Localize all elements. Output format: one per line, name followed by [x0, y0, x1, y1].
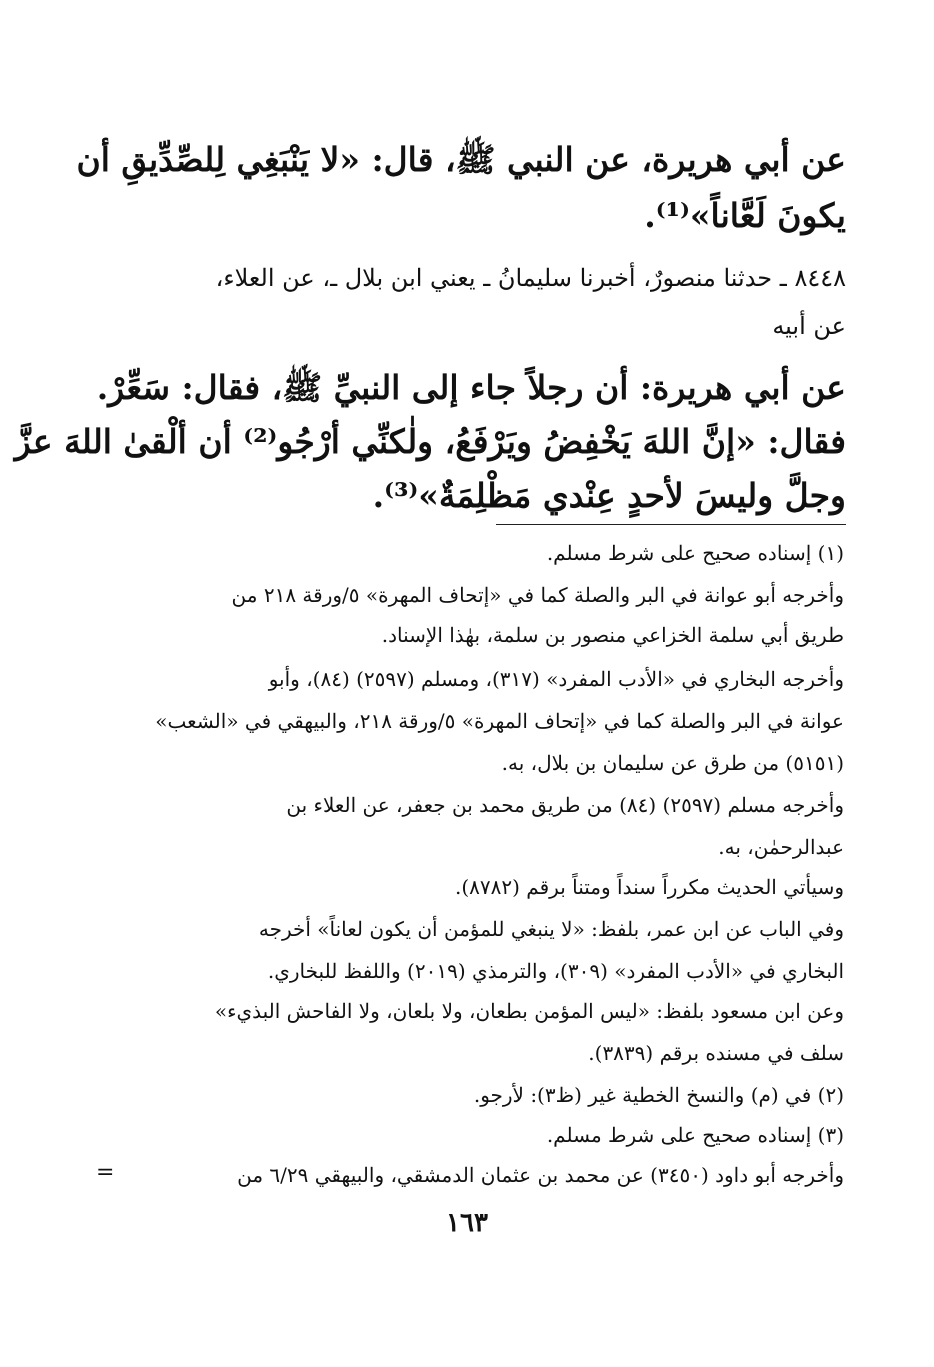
footnote-line: البخاري في «الأدب المفرد» (٣٠٩)، والترمذي (٢٠١٩) واللفظ للبخاري.: [267, 959, 844, 983]
footnote-line: عوانة في البر والصلة كما في «إتحاف المهرة» ٥/ورقة ٢١٨، والبيهقي في «الشعب»: [155, 709, 844, 733]
footnote-line: (١) إسناده صحيح على شرط مسلم.: [546, 541, 844, 565]
footnote-divider: [496, 524, 846, 525]
footnote-line: (٥١٥١) من طرق عن سليمان بن بلال، به.: [501, 751, 844, 775]
hadith-chain-line: ٨٤٤٨ ـ حدثنا منصورٌ، أخبرنا سليمانُ ـ يعني ابن بلال ـ، عن العلاء،: [215, 264, 846, 292]
footnote-line: (٢) في (م) والنسخ الخطية غير (ظ٣): لأرجو.: [473, 1083, 844, 1107]
footnote-line: وأخرجه أبو عوانة في البر والصلة كما في «إتحاف المهرة» ٥/ورقة ٢١٨ من: [231, 583, 844, 607]
continuation-mark: =: [96, 1160, 115, 1185]
footnote-line: سلف في مسنده برقم (٣٨٣٩).: [588, 1041, 844, 1065]
main-text-line: فقال: «إنَّ اللهَ يَخْفِضُ ويَرْفَعُ، ولٰكنِّي أرْجُو⁽²⁾ أن ألْقىٰ اللهَ عزَّ: [14, 422, 846, 461]
footnote-line: (٣) إسناده صحيح على شرط مسلم.: [546, 1123, 844, 1147]
main-text-line: عن أبي هريرة، عن النبي ﷺ، قال: «لا يَنْبَغِي لِلصِّدِّيقِ أن: [76, 140, 846, 179]
main-text-line: يكونَ لَعَّاناً»⁽¹⁾.: [644, 196, 846, 235]
footnote-line: وسيأتي الحديث مكرراً سنداً ومتناً برقم (٨٧٨٢).: [455, 875, 844, 899]
footnote-line: طريق أبي سلمة الخزاعي منصور بن سلمة، بهٰذا الإسناد.: [381, 623, 844, 647]
main-text-line: وجلَّ وليسَ لأحدٍ عِنْدي مَظْلِمَةٌ»⁽³⁾.: [372, 476, 846, 515]
footnote-line: وعن ابن مسعود بلفظ: «ليس المؤمن بطعان، ولا بلعان، ولا الفاحش البذيء»: [214, 999, 844, 1023]
hadith-chain-line: عن أبيه: [772, 312, 846, 340]
main-text-line: عن أبي هريرة: أن رجلاً جاء إلى النبيِّ ﷺ، فقال: سَعِّرْ.: [96, 368, 846, 407]
footnote-line: وفي الباب عن ابن عمر، بلفظ: «لا ينبغي للمؤمن أن يكون لعاناً» أخرجه: [258, 917, 844, 941]
footnote-line: عبدالرحمٰن، به.: [718, 835, 844, 859]
page-number: ١٦٣: [446, 1208, 488, 1238]
footnote-line: وأخرجه البخاري في «الأدب المفرد» (٣١٧)، ومسلم (٢٥٩٧) (٨٤)، وأبو: [268, 667, 844, 691]
footnote-line: وأخرجه أبو داود (٣٤٥٠) عن محمد بن عثمان الدمشقي، والبيهقي ٦/٢٩ من: [237, 1163, 844, 1187]
footnote-line: وأخرجه مسلم (٢٥٩٧) (٨٤) من طريق محمد بن جعفر، عن العلاء بن: [286, 793, 844, 817]
